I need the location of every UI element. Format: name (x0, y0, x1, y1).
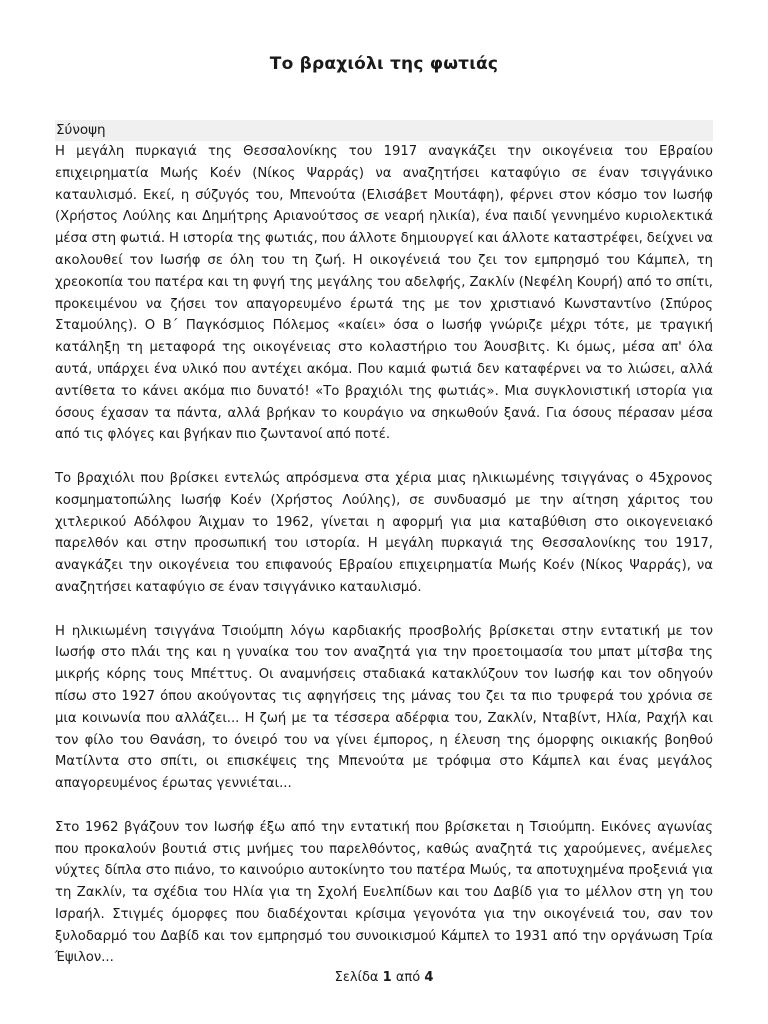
page-footer (0, 970, 768, 985)
document-body (55, 120, 713, 969)
page-total-number: 4 (424, 970, 434, 985)
paragraph-2: Το βραχιόλι που βρίσκει εντελώς απρόσμενα στα χέρια μιας ηλικιωμένης τσιγγάνας ο 45χρονος κοσμηματοπώλης Ιωσήφ Κοέν (Χρήστος Λούλης), σε συνδυασμό με την αίτηση χάριτος του χιτλερικού Αδόλφου Άιχμαν το 1962, γίνεται η αφορμή για μια καταβύθιση στο οικογενειακό παρελθόν και στην προσωπική του ιστορία. Η μεγάλη πυρκαγιά της Θεσσαλονίκης του 1917, αναγκάζει την οικογένεια του επιφανούς Εβραίου επιχειρηματία Μωής Κοέν (Νίκος Ψαρράς), να αναζητήσει καταφύγιο σε έναν τσιγγάνικο καταυλισμό. (55, 470, 713, 595)
section-label-synopsis: Σύνοψη (55, 120, 713, 141)
page-word: Σελίδα (334, 970, 379, 985)
document-title: Το βραχιόλι της φωτιάς (269, 54, 499, 74)
page-current-number: 1 (382, 970, 392, 985)
paragraph-4: Στο 1962 βγάζουν τον Ιωσήφ έξω από την εντατική που βρίσκεται η Τσιούμπη. Εικόνες αγωνίας που προκαλούν βουτιά στις μνήμες του παρελθόντος, καθώς αναζητά τις χαρούμενες, ανέμελες νύχτες δίπλα στο πιάνο, το καινούριο αυτοκίνητο του πατέρα Μωύς, τα αποτυχημένα προξενιά για τη Ζακλίν, τα σχέδια του Ηλία για τη Σχολή Ευελπίδων και του Δαβίδ για το μέλλον στη γη του Ισραήλ. Στιγμές όμορφες που διαδέχονται κρίσιμα γεγονότα για την οικογένειά του, σαν τον ξυλοδαρμό του Δαβίδ και τον εμπρησμό του συνοικισμού Κάμπελ το 1931 από την οργάνωση Τρία Έψιλον... (55, 819, 713, 966)
paragraph-1: Η μεγάλη πυρκαγιά της Θεσσαλονίκης του 1917 αναγκάζει την οικογένεια του Εβραίου επιχειρηματία Μωής Κοέν (Νίκος Ψαρράς) να αναζητήσει καταφύγιο σε έναν τσιγγάνικο καταυλισμό. Εκεί, η σύζυγός του, Μπενούτα (Ελισάβετ Μουτάφη), φέρνει στον κόσμο τον Ιωσήφ (Χρήστος Λούλης και Δημήτρης Αριανούτσος σε νεαρή ηλικία), ένα παιδί γεννημένο κυριολεκτικά μέσα στη φωτιά. Η ιστορία της φωτιάς, που άλλοτε δημιουργεί και άλλοτε καταστρέφει, δείχνει να ακολουθεί τον Ιωσήφ σε όλη του τη ζωή. Η οικογένειά του ζει τον εμπρησμό του Κάμπελ, τη χρεοκοπία του πατέρα και τη φυγή της μεγάλης του αδελφής, Ζακλίν (Νεφέλη Κουρή) από το σπίτι, προκειμένου να ζήσει τον απαγορευμένο έρωτά της με τον χριστιανό Κωνσταντίνο (Σπύρος Σταμούλης). Ο Β΄ Παγκόσμιος Πόλεμος «καίει» όσα ο Ιωσήφ γνώριζε μέχρι τότε, με τραγική κατάληξη τη μεταφορά της οικογένειας στο κολαστήριο του Άουσβιτς. Κι όμως, μέσα απ' όλα αυτά, υπάρχει ένα υλικό που αντέχει ακόμα. Που καμιά φωτιά δεν καταφέρνει να το λιώσει, αλλά αντίθετα το κάνει ακόμα πιο δυνατό! «Το βραχιόλι της φωτιάς». Μια συγκλονιστική ιστορία για όσους έχασαν τα πάντα, αλλά βρήκαν το κουράγιο να σηκωθούν ξανά. Για όσους πέρασαν μέσα από τις φλόγες και βγήκαν πιο ζωντανοί από ποτέ. (55, 144, 713, 443)
paragraph-3: Η ηλικιωμένη τσιγγάνα Τσιούμπη λόγω καρδιακής προσβολής βρίσκεται στην εντατική με τον Ιωσήφ στο πλάι της και η γυναίκα του τον αναζητά για την προετοιμασία του μπατ μίτσβα της μικρής κόρης τους Μπέττυς. Οι αναμνήσεις σταδιακά κατακλύζουν τον Ιωσήφ και τον οδηγούν πίσω στο 1927 όπου ακούγοντας τις αφηγήσεις της μάνας του ζει τα πιο τρυφερά του χρόνια σε μια κοινωνία που αλλάζει... Η ζωή με τα τέσσερα αδέρφια του, Ζακλίν, Νταβίντ, Ηλία, Ραχήλ και τον φίλο του Θανάση, το όνειρό του να γίνει έμπορος, η έλευση της όμορφης οικιακής βοηθού Ματίλντα στο σπίτι, οι επισκέψεις της Μπενούτα με τρόφιμα στο Κάμπελ και ένας μεγάλος απαγορευμένος έρωτας γεννιέται... (55, 623, 713, 792)
of-word: από (395, 970, 421, 985)
